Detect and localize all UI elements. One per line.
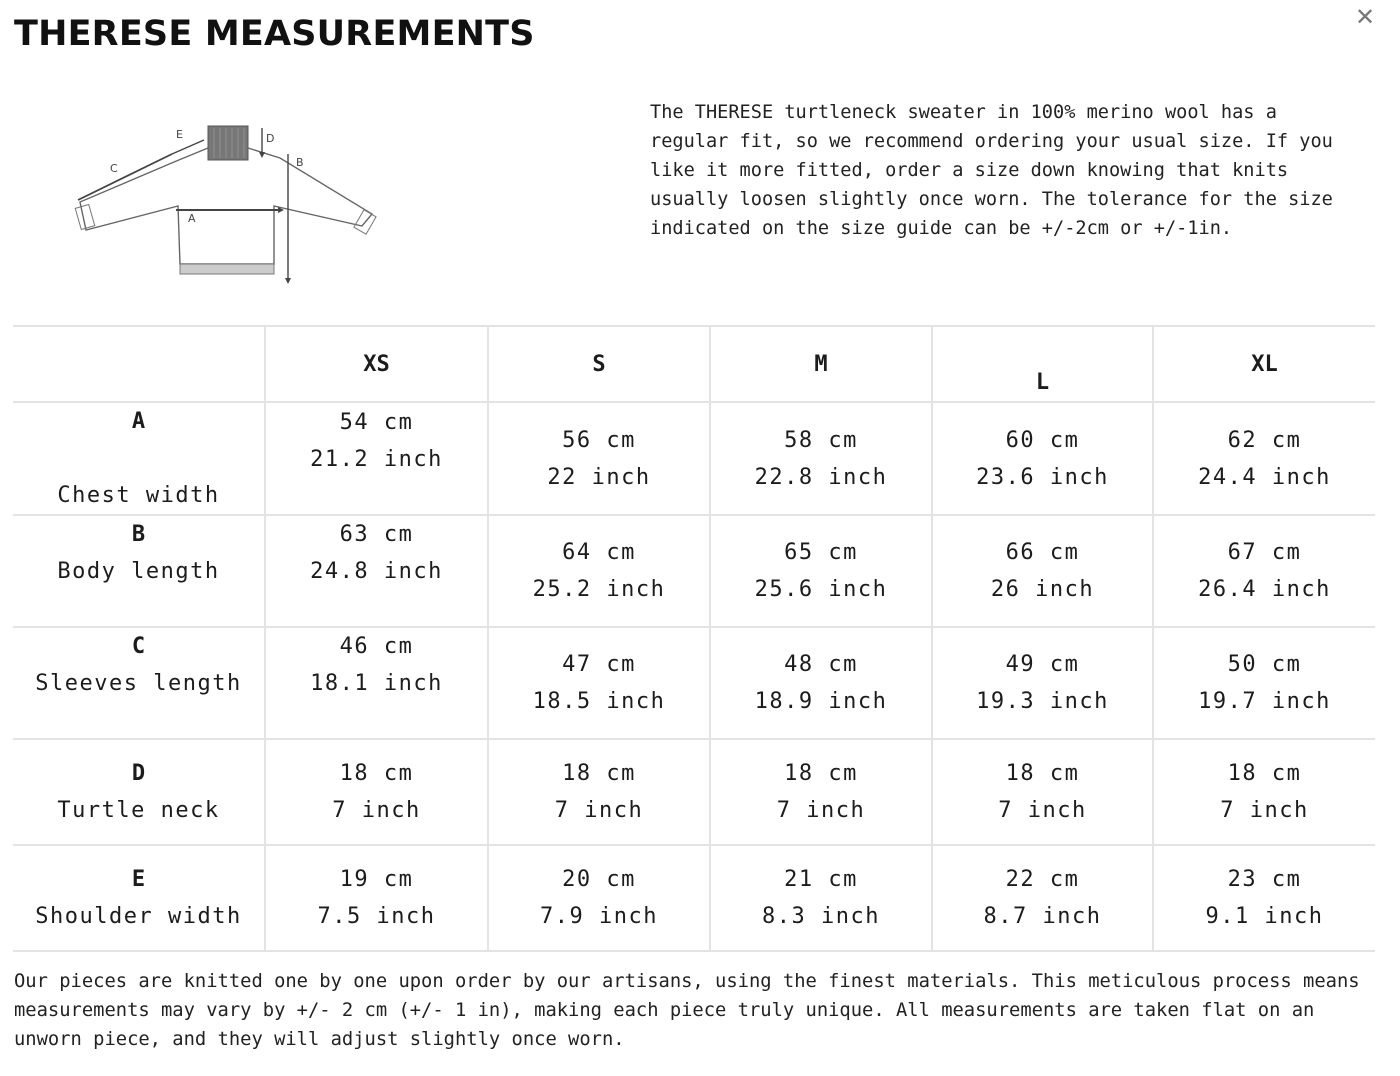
intro-text: The THERESE turtleneck sweater in 100% merino wool has a regular fit, so we recommend ordering your usual size. If you like it more fitted, order a size down knowing that knits usually loosen slightly once worn. The tolerance for the size indicated on the size guide can be +/-2cm or +/-1in.: [650, 102, 1333, 239]
value-inch: 7 inch: [776, 798, 866, 823]
measurement-label-c: [13, 627, 265, 739]
value-inch: 7 inch: [554, 798, 644, 823]
measurement-name: Sleeves length: [35, 671, 242, 696]
value-cm: 65 cm: [784, 540, 858, 565]
table-row: [13, 627, 1375, 739]
value-cm: 60 cm: [1005, 427, 1080, 453]
value-cell: [932, 627, 1153, 739]
measurement-letter: D: [131, 761, 146, 786]
value-cm: 49 cm: [1005, 652, 1080, 677]
measurement-label-d: [13, 739, 265, 845]
diagram-label-b: B: [296, 156, 304, 169]
measurement-name: Chest width: [57, 483, 220, 508]
diagram-label-a: A: [188, 212, 196, 225]
value-inch: 22.8 inch: [754, 464, 888, 490]
value-cell: [932, 845, 1153, 951]
value-cell: [265, 402, 488, 515]
value-cm: 23 cm: [1227, 867, 1302, 892]
measurement-letter: B: [131, 522, 146, 547]
value-cm: 46 cm: [339, 634, 414, 659]
measurement-letter: A: [131, 409, 146, 434]
size-header-s: S: [488, 326, 710, 402]
size-header-xl: XL: [1153, 326, 1375, 402]
diagram-label-e: E: [176, 128, 183, 141]
value-cell: [710, 627, 932, 739]
value-cm: 63 cm: [339, 522, 414, 547]
value-cm: 62 cm: [1227, 427, 1302, 453]
value-inch: 26.4 inch: [1198, 577, 1331, 602]
value-cm: 56 cm: [562, 427, 636, 453]
value-inch: 7 inch: [998, 798, 1087, 823]
value-cm: 47 cm: [562, 652, 636, 677]
footnote-text: Our pieces are knitted one by one upon order by our artisans, using the finest materials. This meticulous process means measurements may vary by +/- 2 cm (+/- 1 in), making each piece truly unique. All measurements are taken flat on an unworn piece, and they will adjust slightly once worn.: [14, 971, 1360, 1050]
measurement-label-e: [13, 845, 265, 951]
value-cm: 18 cm: [339, 761, 414, 786]
value-inch: 8.3 inch: [762, 904, 880, 929]
measurement-name: Shoulder width: [35, 904, 242, 929]
value-cm: 67 cm: [1227, 540, 1302, 565]
value-inch: 23.6 inch: [976, 464, 1109, 490]
value-cell: [488, 515, 710, 627]
value-cell: [1153, 402, 1375, 515]
value-cm: 18 cm: [1005, 761, 1080, 786]
value-cm: 50 cm: [1227, 652, 1302, 677]
value-cm: 54 cm: [339, 409, 414, 435]
value-cell: [1153, 515, 1375, 627]
value-cell: [932, 402, 1153, 515]
value-cell: [488, 739, 710, 845]
value-inch: 8.7 inch: [983, 904, 1102, 929]
value-inch: 21.2 inch: [310, 446, 443, 472]
table-row: [13, 515, 1375, 627]
value-inch: 25.6 inch: [754, 577, 888, 602]
value-cm: 18 cm: [1227, 761, 1302, 786]
page-title: THERESE MEASUREMENTS: [14, 14, 535, 54]
size-table: [13, 325, 1375, 952]
sweater-diagram: [66, 118, 386, 288]
table-row: [13, 402, 1375, 515]
value-cm: 19 cm: [339, 867, 414, 892]
header-empty-cell: [13, 326, 265, 402]
value-inch: 18.9 inch: [754, 689, 888, 714]
value-cm: 64 cm: [562, 540, 636, 565]
value-inch: 7 inch: [1220, 798, 1309, 823]
value-cell: [265, 515, 488, 627]
value-inch: 19.7 inch: [1198, 689, 1331, 714]
value-inch: 24.4 inch: [1198, 464, 1331, 490]
value-cm: 21 cm: [784, 867, 858, 892]
measurement-letter: C: [131, 634, 146, 659]
measurement-label-b: [13, 515, 265, 627]
size-header-m: M: [710, 326, 932, 402]
table-row: [13, 739, 1375, 845]
value-cm: 18 cm: [562, 761, 636, 786]
value-cell: [488, 845, 710, 951]
table-header-row: [13, 326, 1375, 402]
value-inch: 25.2 inch: [532, 577, 666, 602]
value-inch: 19.3 inch: [976, 689, 1109, 714]
value-inch: 9.1 inch: [1205, 904, 1324, 929]
value-cell: [710, 515, 932, 627]
value-cm: 48 cm: [784, 652, 858, 677]
value-cell: [710, 402, 932, 515]
size-header-xs: XS: [265, 326, 488, 402]
value-cell: [710, 845, 932, 951]
value-cell: [932, 739, 1153, 845]
diagram-label-c: C: [110, 162, 118, 175]
diagram-label-d: D: [266, 132, 275, 145]
close-icon[interactable]: ✕: [1354, 3, 1376, 31]
value-cell: [1153, 627, 1375, 739]
measurement-name: Body length: [57, 559, 220, 584]
value-inch: 7 inch: [332, 798, 421, 823]
value-inch: 18.5 inch: [532, 689, 666, 714]
value-cm: 22 cm: [1005, 867, 1080, 892]
measurement-name: Turtle neck: [57, 798, 220, 823]
value-cell: [265, 739, 488, 845]
value-inch: 24.8 inch: [310, 559, 443, 584]
value-cm: 20 cm: [562, 867, 636, 892]
value-inch: 7.5 inch: [317, 904, 436, 929]
measurement-letter: E: [131, 867, 146, 892]
table-row: [13, 845, 1375, 951]
value-cell: [932, 515, 1153, 627]
measurement-label-a: [13, 402, 265, 515]
value-cm: 66 cm: [1005, 540, 1080, 565]
size-header-l: L: [932, 326, 1153, 402]
value-inch: 7.9 inch: [540, 904, 658, 929]
value-cell: [265, 845, 488, 951]
value-inch: 22 inch: [547, 464, 651, 490]
value-cell: [1153, 845, 1375, 951]
value-cell: [710, 739, 932, 845]
value-cell: [488, 627, 710, 739]
value-inch: 26 inch: [990, 577, 1095, 602]
value-cm: 58 cm: [784, 427, 858, 453]
value-cell: [1153, 739, 1375, 845]
value-cm: 18 cm: [784, 761, 858, 786]
value-cell: [265, 627, 488, 739]
value-inch: 18.1 inch: [310, 671, 443, 696]
value-cell: [488, 402, 710, 515]
